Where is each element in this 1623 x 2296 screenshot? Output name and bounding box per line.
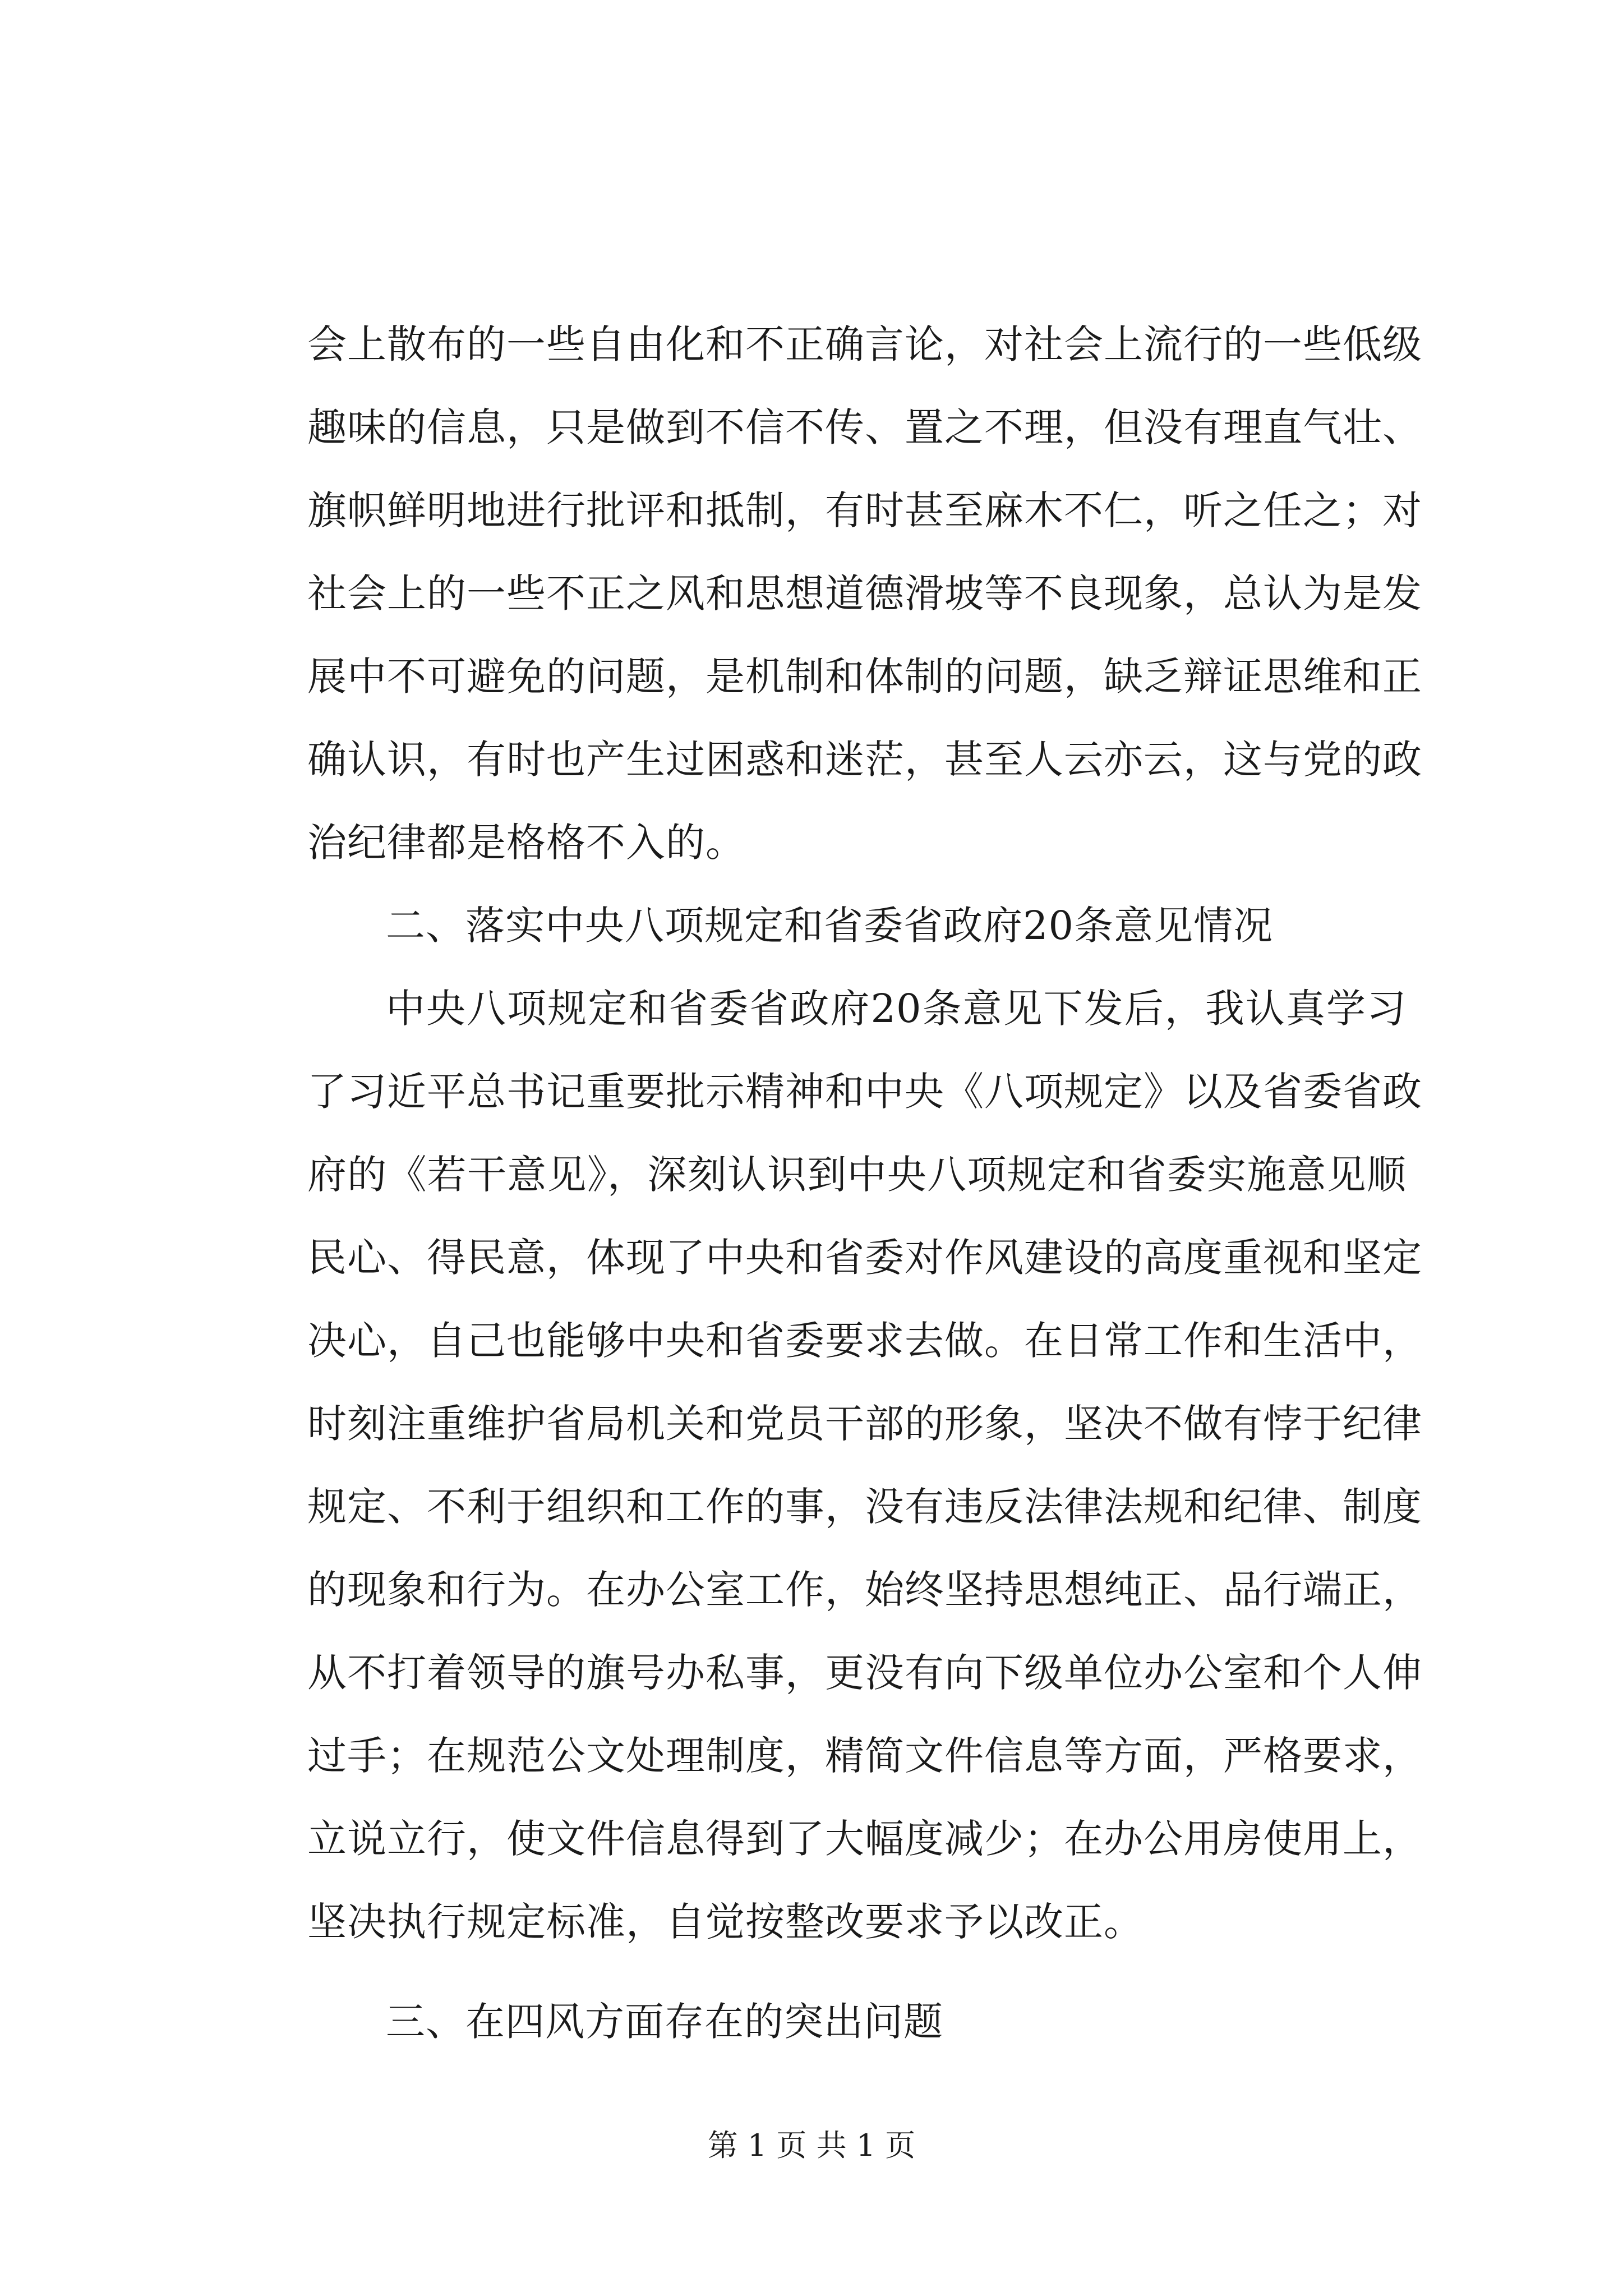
text-line: 从不打着领导的旗号办私事，更没有向下级单位办公室和个人伸 [307, 1650, 1422, 1696]
document-body [307, 303, 1422, 2063]
text-line: 立说立行，使文件信息得到了大幅度减少；在办公用房使用上， [307, 1816, 1422, 1862]
spacer [307, 1963, 1407, 1980]
text-line: 时刻注重维护省局机关和党员干部的形象，坚决不做有悖于纪律 [307, 1401, 1422, 1447]
section-heading: 三、在四风方面存在的突出问题 [386, 1999, 943, 2045]
page-footer: 第 1 页 共 1 页 [707, 2128, 916, 2163]
text-line: 中央八项规定和省委省政府20条意见下发后，我认真学习 [386, 986, 1407, 1032]
text-line: 民心、得民意，体现了中央和省委对作风建设的高度重视和坚定 [307, 1235, 1422, 1281]
text-line: 决心，自己也能够中央和省委要求去做。在日常工作和生活中， [307, 1318, 1422, 1364]
text-line: 了习近平总书记重要批示精神和中央《八项规定》以及省委省政 [307, 1069, 1422, 1115]
text-line: 规定、不利于组织和工作的事，没有违反法律法规和纪律、制度 [307, 1484, 1422, 1530]
section-heading: 二、落实中央八项规定和省委省政府20条意见情况 [386, 903, 1274, 949]
text-line: 确认识，有时也产生过困惑和迷茫，甚至人云亦云，这与党的政 [307, 737, 1422, 783]
text-line: 旗帜鲜明地进行批评和抵制，有时甚至麻木不仁，听之任之；对 [307, 487, 1422, 533]
text-line: 过手；在规范公文处理制度，精简文件信息等方面，严格要求， [307, 1733, 1422, 1779]
text-line: 的现象和行为。在办公室工作，始终坚持思想纯正、品行端正， [307, 1567, 1422, 1613]
text-line: 治纪律都是格格不入的。 [307, 820, 745, 866]
text-line: 坚决执行规定标准，自觉按整改要求予以改正。 [307, 1899, 1144, 1945]
text-line: 会上散布的一些自由化和不正确言论，对社会上流行的一些低级 [307, 321, 1422, 367]
text-line: 展中不可避免的问题，是机制和体制的问题，缺乏辩证思维和正 [307, 654, 1422, 700]
text-line: 府的《若干意见》，深刻认识到中央八项规定和省委实施意见顺 [307, 1152, 1407, 1198]
text-line: 趣味的信息，只是做到不信不传、置之不理，但没有理直气壮、 [307, 404, 1422, 450]
text-line: 社会上的一些不正之风和思想道德滑坡等不良现象，总认为是发 [307, 570, 1422, 616]
